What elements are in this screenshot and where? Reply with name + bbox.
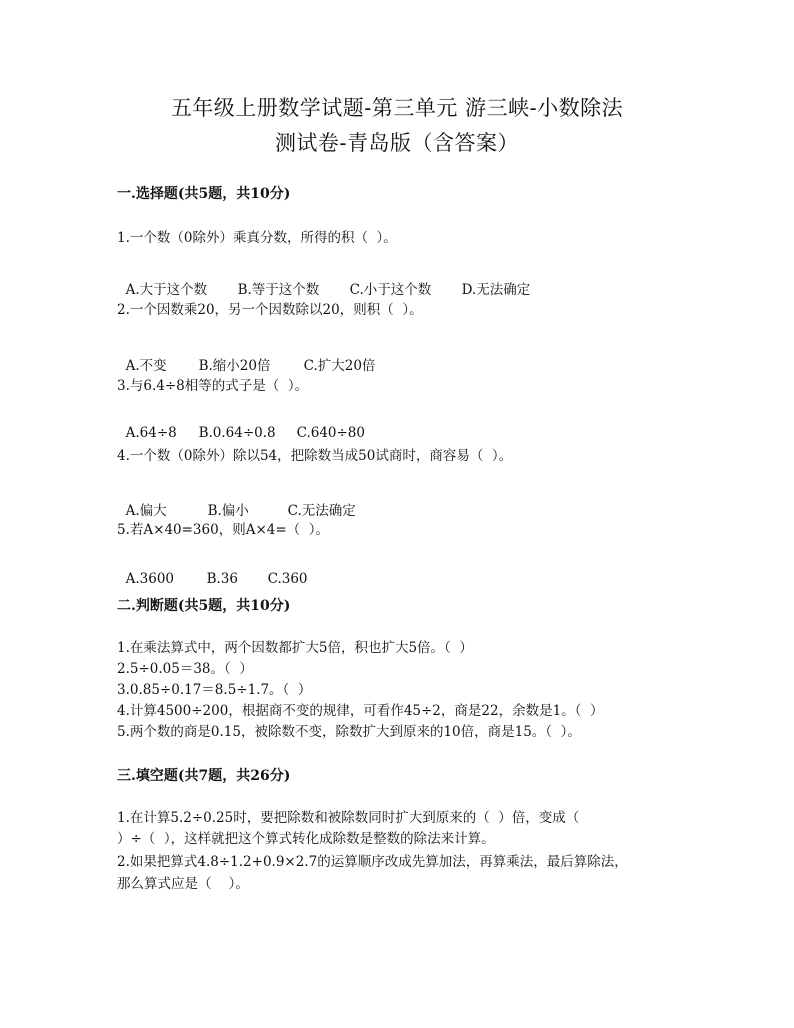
fill-blank-line: ）÷（ ），这样就把这个算式转化成除数是整数的除法来计算。 xyxy=(117,831,495,847)
judgment-item: 3.0.85÷0.17＝8.5÷1.7。（ ） xyxy=(117,682,312,698)
option: C.扩大20倍 xyxy=(303,358,376,374)
option: B.偏小 xyxy=(207,503,249,519)
option: B.0.64÷0.8 xyxy=(198,425,276,441)
option: C.360 xyxy=(267,571,308,587)
document-title-line-1: 五年级上册数学试题-第三单元 游三峡-小数除法 xyxy=(170,96,624,120)
option: C.小于这个数 xyxy=(349,282,432,298)
option: A.偏大 xyxy=(125,503,167,519)
document-title-line-2: 测试卷-青岛版（含答案） xyxy=(274,131,520,155)
fill-blank-line: 1.在计算5.2÷0.25时，要把除数和被除数同时扩大到原来的（ ）倍，变成（ xyxy=(117,810,580,826)
section-heading-choice: 一.选择题(共5题，共10分) xyxy=(117,186,291,202)
option: A.不变 xyxy=(125,358,167,374)
option: A.3600 xyxy=(125,571,174,587)
judgment-item: 4.计算4500÷200，根据商不变的规律，可看作45÷2，商是22，余数是1。（ ） xyxy=(117,703,604,719)
question-options xyxy=(117,262,530,298)
option: A.64÷8 xyxy=(125,425,177,441)
fill-blank-line: 那么算式应是（ ）。 xyxy=(117,876,249,892)
question-options xyxy=(117,338,375,374)
option: B.缩小20倍 xyxy=(198,358,271,374)
question-stem: 3.与6.4÷8相等的式子是（ ）。 xyxy=(117,378,309,394)
option: B.等于这个数 xyxy=(237,282,320,298)
question-options xyxy=(117,409,365,441)
option: B.36 xyxy=(206,571,238,587)
question-stem: 1.一个数（0除外）乘真分数，所得的积（ ）。 xyxy=(117,230,397,246)
question-options xyxy=(117,555,308,587)
option: C.640÷80 xyxy=(296,425,365,441)
option: A.大于这个数 xyxy=(125,282,208,298)
question-stem: 4.一个数（0除外）除以54，把除数当成50试商时，商容易（ ）。 xyxy=(117,448,513,464)
option: D.无法确定 xyxy=(461,282,531,298)
section-heading-judgment: 二.判断题(共5题，共10分) xyxy=(117,598,291,614)
section-heading-fill-blank: 三.填空题(共7题，共26分) xyxy=(117,768,291,784)
option: C.无法确定 xyxy=(287,503,356,519)
question-stem: 5.若A×40=360，则A×4=（ ）。 xyxy=(117,522,329,538)
fill-blank-line: 2.如果把算式4.8÷1.2+0.9×2.7的运算顺序改成先算加法，再算乘法，最后算除法， xyxy=(117,854,628,870)
question-stem: 2.一个因数乘20，另一个因数除以20，则积（ ）。 xyxy=(117,302,423,318)
question-options xyxy=(117,483,356,519)
judgment-item: 2.5÷0.05＝38。（ ） xyxy=(117,661,253,677)
judgment-item: 5.两个数的商是0.15，被除数不变，除数扩大到原来的10倍，商是15。（ ）。 xyxy=(117,724,581,740)
judgment-item: 1.在乘法算式中，两个因数都扩大5倍，积也扩大5倍。（ ） xyxy=(117,640,473,656)
